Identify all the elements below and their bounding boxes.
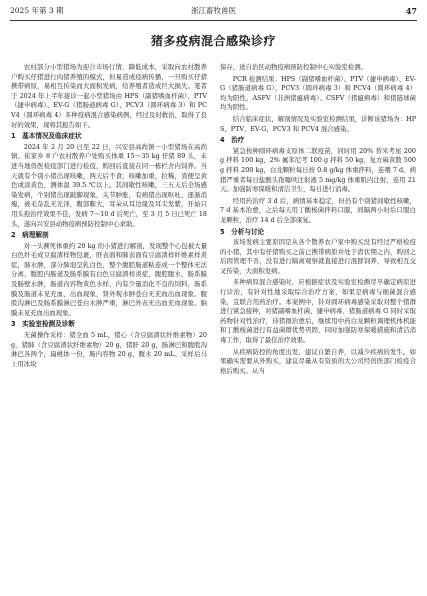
section-4-heading: 4 治疗: [220, 136, 245, 145]
section-4-paragraph-2: 经用药治疗 3 d 后，病情基本稳定，但仍有个别猪间歇性咳嗽，7 d 基本治愈，之后每天用丁酸梭菌拌料口服，间隔两小时后口服白龙颗粒，治疗 14 d 后全部康复。: [220, 196, 416, 224]
section-3-paragraph: 无菌操作采样：猪全血 5 mL，猪心（含豆腐渣状纤维素物）20 g，猪肺（含豆腐渣状纤维素物）20 g，猪肝 20 g，肠淋巴和腹股沟淋巴各两个，扁桃体一份，肠内容物 20 g，腹水 20 mL。采样后马上用冰块: [11, 331, 207, 368]
section-3-heading: 3 实验室检测及诊断: [11, 320, 75, 329]
section-5-paragraph-3: 从疾病防控的角度出发，建议自繁自养，以减少疾病的发生。如果确实需要从外购买，建议尽量从有资质的大公司经兽医部门检疫合格后购买。从当: [220, 347, 416, 375]
section-5-heading: 5 分析与讨论: [220, 227, 265, 236]
continued-paragraph: 保存，送自治区动物疫病预防控制中心实验室检测。: [220, 63, 367, 71]
right-column: [220, 63, 416, 593]
section-5-paragraph-2: 多种病原混合感染时，应根据症状及实验室检测尽早确定病原进行诊治，有针对性地采取综合治疗方案，如果是病毒与细菌混合感染，宜联合用药治疗。本案例中，针对圆环病毒感染采取对整个猪群进行紧急接种，对猪副嗜血杆菌、捷申病毒、猪肠道病毒 G 同时采取药物针对性治疗，待猪群治愈后，继续用中药白龙颗粒调理机体机能和丁酸梭菌进行有益菌群优势巩固，同时加强防寒保暖措施和清洁消毒工作，取得了最佳治疗效果。: [220, 278, 416, 345]
section-2-heading: 2 病理解剖: [11, 231, 49, 240]
article-title: 猪多疫病混合感染诊疗: [150, 34, 276, 48]
section-1-heading: 1 基本情况及临床症状: [11, 132, 82, 141]
diagnosis-paragraph: 结合临床症状，解剖情况及实验室检测结果，诊断该猪场为：HPS、PTV、EV-G、PCV3 和 PCV4 混合感染。: [220, 114, 416, 133]
section-4-paragraph-1: 紧急按种圆环病毒支原体二联疫苗，同时用 20% 替米考星 200 g 拌料 100 kg，2% 氟苯尼考 100 g 拌料 50 kg，复方麻黄散 500 g 拌料 200 kg，白龙颗粒每日按 0.8 g/kg 体重拌料，连喂 7 d。病猪严重者每日盐酸头孢噻呋注射液 5 mg/kg 体重肌内注射，连用 21 天。加强防寒保暖和清洁卫生，每日进行消毒。: [220, 146, 416, 194]
section-1-paragraph: 2024 年 2 月 20 日至 22 日，兴安县高尚镇一小型猪场在高尚镇、崔家乡 8 户农村散养户处购买体重 15～35 kg 仔猪 89 头，未进当地兽医检疫部门进行检疫，购回后直接在同一栋栏舍内饲养。当天就有个别小猪出现咳嗽，两天后不食，咳嗽加重，拉稀，粪便呈黄色或淡黄色，测体温 39.5 ℃以上。其间歇性咳嗽，三五天后全场感染发病，个别猪出现跛脚现象，关节肿胀，有病猪出现呕吐、逐渐消瘦，被毛杂乱无光泽，腹部膨大，耳朵从耳边缘及耳尖发紫，开始只用头孢治疗效果不佳，发病 7～10 d 后死亡，至 3 月 5 日已死亡 18 头，遂向兴安县动物疫病预防控制中心求助。: [11, 142, 207, 228]
left-column: [11, 63, 207, 593]
page-number: 47: [405, 6, 417, 16]
intro-paragraph: 农村部分小型猪场为迎合市场行情，降低成本，采取向农村散养户购买仔猪进行肉猪养殖的模式，但易造成疫病传播，一旦购买仔猪携带病原，易相互传染而大面积发病，给养殖者造成巨大损失。笔者于 2024 年上半年接诊一起小型猪场由 HPS（副猪嗜血杆菌）、PTV（捷申病毒）、EV-G（猪肠道病毒 G）、PCV3（圆环病毒 3）和 PCV4（圆环病毒 4）多种疫病混合感染病例，经过及时救治，取得了良好的效果，现将其报告如下。: [11, 63, 207, 129]
issue-label: 2025 年第 3 期: [10, 6, 64, 15]
section-5-paragraph-1: 该场发病主要原因是从各个散养农户家中购买没有经过严格检疫的小猪，其中有仔猪购买之前已携带病原并处于潜伏期之内，购回之后因管理不善，没有进行隔离观察就直接进行混群饲养，导致相互交叉传染，大面积发病。: [220, 238, 416, 275]
journal-name: 浙江畜牧兽医: [191, 6, 236, 15]
section-2-paragraph: 对一头濒死体重约 20 kg 的小猪进行解剖，发现整个心包被大量白色纤毛或豆腐渣样物包裹，肝表面和肺表面有豆腐渣样纤维素样炎症，肺水肿，部分肺泡呈乳白色，整个腹腔肠道粘连成一个整体无法分离，腹腔内肠道及肠系膜有白色豆腐渣样炎症，腹腔腹水，肠系膜及肠壁水肿，肠道内容物黄色水样，内有少量消化不良的饲料，肠系膜及肠道未见充血、出血现象，肾外观水肿苍白无充血出血现象。腹股沟淋巴及肠系膜淋巴苍白水肿严重，淋巴外表无出血充血现象。脑膜未见充血出血现象。: [11, 241, 207, 317]
pcr-result-paragraph: PCR 检测结果：HPS（副猪嗜血杆菌）、PTV（捷申病毒）、EV-G（猪肠道病毒 G）、PCV3（圆环病毒 3）和 PCV4（圆环病毒 4）均为阳性，ASFV（非洲猪瘟病毒）、CSFV（猪瘟病毒）和猪链球菌均为阴性。: [220, 74, 416, 112]
page-header: [10, 4, 417, 21]
